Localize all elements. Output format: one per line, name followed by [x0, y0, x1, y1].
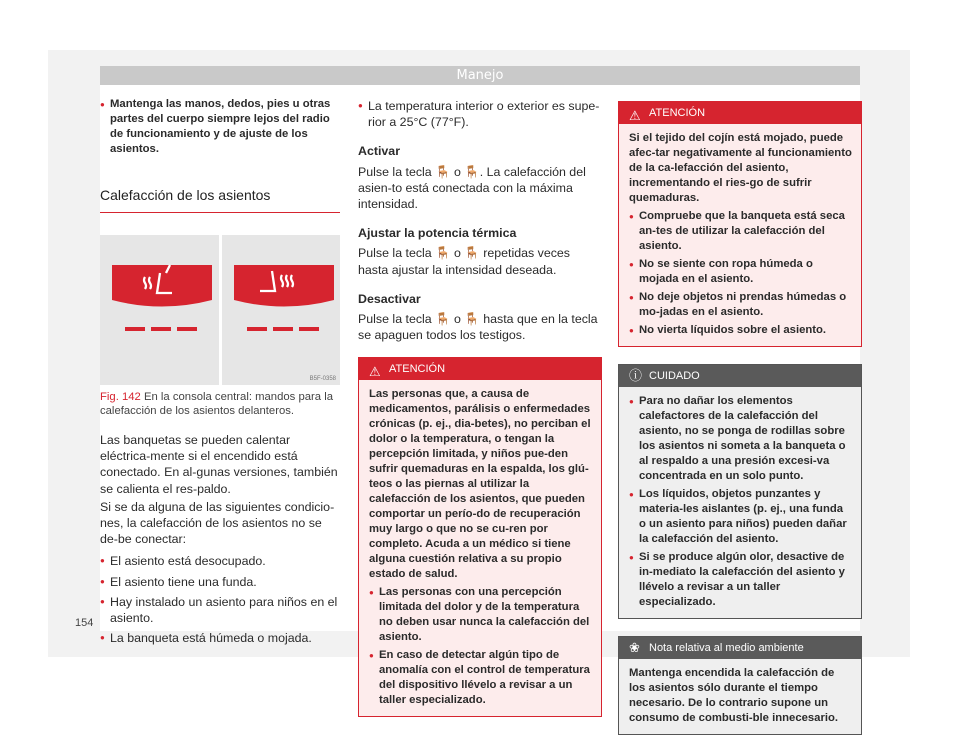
warning-triangle-icon: ⚠	[369, 364, 381, 380]
caution-body	[619, 387, 861, 618]
caution-header	[619, 365, 861, 387]
ajustar-text: Pulse la tecla 🪑 o 🪑 repetidas veces hasta ajustar la intensidad deseada.	[358, 246, 570, 277]
ajustar-heading: Ajustar la potencia térmica	[358, 226, 517, 241]
condition-item: ● El asiento tiene una funda.	[100, 574, 340, 590]
desactivar-text: Pulse la tecla 🪑 o 🪑 hasta que en la tecla se apaguen todos los testigos.	[358, 312, 598, 343]
caution-box	[618, 364, 862, 619]
warning-bullet: ● Compruebe que la banqueta está seca an-tes de utilizar la calefacción del asiento.	[629, 209, 852, 254]
column-1	[100, 85, 340, 646]
para-2: Si se da alguna de las siguientes condicio-nes, la calefacción de los asientos no se de-be conectar:	[100, 499, 335, 547]
warning-header	[359, 358, 601, 380]
figure-caption	[100, 390, 340, 418]
warning-header	[619, 102, 861, 124]
warning-title: ATENCIÓN	[649, 107, 706, 119]
caution-bullet: ● Los líquidos, objetos punzantes y materia-les aislantes (p. ej., una funda o un asiento para niños) pueden dañar la calefacción del asiento.	[629, 487, 852, 547]
condition-item: ● Hay instalado un asiento para niños en el asiento.	[100, 594, 340, 626]
figure-code: B5F-0358	[309, 376, 336, 382]
desactivar-heading: Desactivar	[358, 291, 421, 306]
environment-title: Nota relativa al medio ambiente	[649, 642, 804, 654]
environment-header	[619, 637, 861, 659]
caution-bullet: ● Para no dañar los elementos calefactores de la calefacción del asiento, no se ponga de rodillas sobre los asientos ni someta a la banqueta o al respaldo a una presión excesi-va concentrada en un solo punto.	[629, 394, 852, 484]
warning-text: Las personas que, a causa de medicamentos, parálisis o enfermedades crónicas (p. ej., dia-betes), no perciban el dolor o la temperatura, o tengan la percepción limitada, y niños pue-den sufrir quemaduras en la espalda, los glú-teos o las piernas al utilizar la calefacción de los asientos, que pueden comportar un perío-do de recuperación muy largo o que no se cu-ren por completo. Acuda a un médico si tiene alguna cuestión relativa a su propio estado de salud.	[369, 388, 591, 581]
top-bullet: ● Mantenga las manos, dedos, pies u otras partes del cuerpo siempre lejos del radio de funcionamiento y de ajuste de los asientos.	[100, 97, 340, 157]
caution-bullet: ● Si se produce algún olor, desactive de in-mediato la calefacción del asiento y llévelo a revisar a un taller especializado.	[629, 550, 852, 610]
warning-box-wet	[618, 101, 862, 347]
caution-title: CUIDADO	[649, 370, 700, 382]
warning-title: ATENCIÓN	[389, 363, 446, 376]
chapter-header: Manejo	[100, 66, 860, 85]
warning-bullet: ● No deje objetos ni prendas húmedas o mo-jadas en el asiento.	[629, 290, 852, 320]
figure-image	[100, 235, 340, 385]
warning-body	[359, 380, 601, 716]
column-2	[358, 85, 602, 717]
warning-triangle-icon: ⚠	[629, 108, 641, 123]
figure-caption-text: En la consola central: mandos para la calefacción de los asientos delanteros.	[100, 391, 333, 417]
info-circle-icon: ⓘ	[629, 368, 643, 383]
condition-item: ● El asiento está desocupado.	[100, 553, 340, 569]
warning-box-burns	[358, 357, 602, 717]
environment-text: Mantenga encendida la calefacción de los asientos sólo durante el tiempo necesario. De lo contrario supone un consumo de combusti-ble innecesario.	[629, 667, 839, 724]
page-content	[100, 85, 860, 724]
seat-heater-buttons-illustration	[100, 235, 340, 385]
column-3	[618, 85, 862, 735]
environment-note-box	[618, 636, 862, 735]
warning-bullet: ● No vierta líquidos sobre el asiento.	[629, 323, 852, 338]
environment-body	[619, 659, 861, 734]
warning-body	[619, 124, 861, 346]
para-1: Las banquetas se pueden calentar eléctrica-mente si el encendido está conectado. En al-gunas versiones, también se calienta el res-paldo.	[100, 433, 338, 496]
section-title: Calefacción de los asientos	[100, 187, 271, 203]
activar-heading: Activar	[358, 144, 401, 159]
temp-bullet: ● La temperatura interior o exterior es supe-rior a 25°C (77°F).	[358, 98, 602, 130]
warning-bullet: ● En caso de detectar algún tipo de anomalía con el control de temperatura del dispositivo llévelo a revisar a un taller especializado.	[369, 648, 592, 708]
condition-item: ● La banqueta está húmeda o mojada.	[100, 630, 340, 646]
activar-text: Pulse la tecla 🪑 o 🪑. La calefacción del asien-to está conectada con la máxima intensidad.	[358, 164, 586, 212]
figure-label: Fig. 142	[100, 391, 141, 403]
warning-bullet: ● Las personas con una percepción limitada del dolor y de la temperatura no deben usar nunca la calefacción del asiento.	[369, 585, 592, 645]
section-divider	[100, 212, 340, 213]
warning-bullet: ● No se siente con ropa húmeda o mojada en el asiento.	[629, 257, 852, 287]
warning-text: Si el tejido del cojín está mojado, puede afec-tar negativamente al funcionamiento de la ca-lefacción del asiento, incrementando el ries-go de sufrir quemaduras.	[629, 132, 852, 204]
page-number: 154	[75, 617, 94, 629]
environment-flower-icon: ❀	[629, 640, 640, 655]
